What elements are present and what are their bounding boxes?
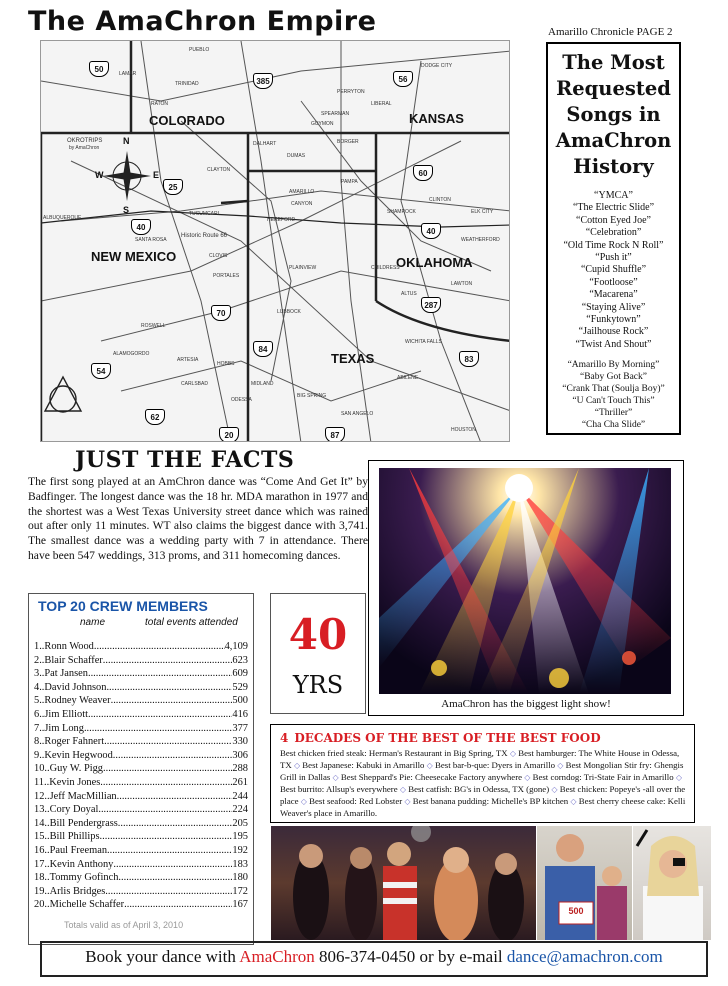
member-name: 3..Pat Jansen: [34, 668, 88, 680]
state-new-mexico: NEW MEXICO: [91, 249, 177, 264]
city-label: CARLSBAD: [181, 381, 208, 387]
city-label: GUYMON: [311, 121, 334, 127]
food-item: Best burrito: Allsup's everywhere: [280, 783, 398, 794]
city-label: CLAYTON: [207, 167, 231, 173]
member-name: 2..Blair Schaffer: [34, 654, 103, 666]
compass-rose-icon: [103, 151, 151, 201]
songs-list: [548, 190, 679, 351]
member-name: 8..Roger Fahnert: [34, 736, 105, 748]
top20-footnote: Totals valid as of April 3, 2010: [64, 920, 184, 930]
city-label: WICHITA FALLS: [405, 339, 442, 345]
member-name: 18..Tommy Gofinch: [34, 872, 119, 884]
page-label: Amarillo Chronicle PAGE 2: [548, 26, 673, 38]
page-title: The AmaChron Empire: [28, 6, 377, 37]
member-name: 11..Kevin Jones: [34, 776, 101, 788]
list-item: [34, 817, 248, 831]
city-label: AMARILLO: [289, 189, 315, 195]
city-label: SANTA ROSA: [135, 237, 167, 243]
city-label: ROSWELL: [141, 323, 166, 329]
pirate-photo: [633, 826, 711, 940]
list-item: [34, 722, 248, 736]
footer-brand: AmaChron: [239, 947, 315, 966]
list-item: [34, 858, 248, 872]
food-list: [280, 748, 688, 819]
city-label: PLAINVIEW: [289, 265, 317, 271]
highway-shield: 50: [89, 61, 109, 77]
compass-w: W: [95, 170, 104, 180]
song-item: “Macarena”: [589, 289, 638, 301]
diamond-icon: ◇: [557, 760, 564, 770]
song-item: “Jailhouse Rock”: [578, 326, 649, 338]
city-label: ELK CITY: [471, 209, 494, 215]
highway-shield: 40: [421, 223, 441, 239]
compass-e: E: [153, 170, 160, 180]
light-show-caption: AmaChron has the biggest light show!: [441, 698, 611, 710]
anniversary-number: 40: [288, 610, 348, 659]
member-events: 377: [232, 722, 248, 734]
city-label: SAN ANGELO: [341, 411, 374, 417]
member-name: 10..Guy W. Pigg: [34, 763, 103, 775]
songs-title: The Most Requested Songs in AmaChron History: [555, 51, 672, 178]
song-item: “Crank That (Soulja Boy)”: [562, 384, 665, 395]
diamond-icon: ◇: [404, 796, 411, 806]
light-beams-image: [379, 468, 671, 694]
song-item: “Celebration”: [585, 227, 642, 239]
city-label: DUMAS: [287, 153, 306, 159]
city-label: PERRYTON: [337, 89, 365, 95]
facts-text: The first song played at an AmChron dance was “Come And Get It” by Badfinger. The longest dance was the 18 hr. MDA marathon in 1977 and the shortest was a West Texas University street dance which was rained out after only 11 minutes. WT also claims the biggest dance with 3,741. The smallest dance was a wedding party with 7 in attendance. There have been 547 weddings, 313 proms, and 311 homecoming dances.: [28, 475, 368, 562]
song-item: “Staying Alive”: [581, 301, 646, 313]
member-name: 7..Jim Long: [34, 722, 84, 734]
list-item: [34, 871, 248, 885]
food-item: Best chicken fried steak: Herman's Restaurant in Big Spring, TX: [280, 748, 508, 758]
city-label: CLOVIS: [209, 253, 228, 259]
food-item: Best corndog: Tri-State Fair in Amarillo: [532, 771, 674, 782]
member-events: 500: [232, 695, 248, 707]
song-item: “U Can't Touch This”: [572, 396, 655, 407]
member-name: 19..Arlis Bridges: [34, 885, 106, 897]
award-photo: [537, 826, 632, 940]
list-item: [34, 654, 248, 668]
diamond-icon: ◇: [551, 784, 558, 794]
member-events: 244: [232, 790, 248, 802]
city-label: CLINTON: [429, 197, 451, 203]
member-name: 1..Ronn Wood: [34, 641, 94, 652]
member-events: 416: [232, 708, 248, 720]
footer-prefix: Book your dance with: [85, 947, 240, 966]
state-oklahoma: OKLAHOMA: [396, 255, 473, 270]
city-label: CHILDRESS: [371, 265, 400, 271]
most-requested-songs: [546, 42, 681, 435]
member-name: 20..Michelle Schaffer: [34, 899, 125, 911]
food-item: Best bar-b-que: Dyers in Amarillo: [435, 759, 556, 770]
diamond-icon: ◇: [509, 749, 517, 758]
top20-list: [34, 640, 248, 912]
song-item: “Cotton Eyed Joe”: [576, 214, 651, 226]
songs-list-secondary: [548, 359, 679, 431]
diamond-icon: ◇: [399, 784, 406, 794]
member-events: 330: [232, 736, 248, 748]
diamond-icon: ◇: [675, 772, 682, 782]
anniversary-label: YRS: [292, 671, 344, 699]
city-label: HOUSTON: [451, 427, 476, 433]
member-name: 9..Kevin Hegwood: [34, 749, 113, 761]
highway-shield: 56: [393, 71, 413, 87]
member-events: 224: [232, 804, 248, 816]
list-item: [34, 667, 248, 681]
member-events: 172: [232, 885, 248, 897]
member-events: 609: [232, 668, 248, 680]
member-name: 13..Cory Doyal: [34, 804, 99, 816]
city-label: ALAMOGORDO: [113, 351, 150, 357]
highway-shield: 40: [131, 219, 151, 235]
highway-shield: 287: [421, 297, 441, 313]
top20-title: TOP 20 CREW MEMBERS: [38, 598, 208, 614]
city-label: PAMPA: [341, 179, 358, 185]
city-label: ALTUS: [401, 291, 417, 297]
city-label: HEREFORD: [267, 217, 296, 223]
award-sign: 500: [568, 906, 584, 916]
city-label: LUBBOCK: [277, 309, 301, 315]
compass-s: S: [123, 205, 130, 215]
member-events: 261: [232, 776, 248, 788]
region-map: [40, 40, 510, 442]
list-item: [34, 803, 248, 817]
list-item: [34, 898, 248, 912]
city-label: ABILENE: [397, 375, 419, 381]
pirate-image: [633, 826, 711, 940]
state-kansas: KANSAS: [409, 111, 464, 126]
diamond-icon: ◇: [332, 772, 339, 782]
diamond-icon: ◇: [300, 796, 307, 806]
route66-label: Historic Route 66: [181, 233, 228, 239]
member-events: 195: [232, 831, 248, 843]
award-image: [537, 826, 632, 940]
member-name: 5..Rodney Weaver: [34, 695, 111, 707]
list-item: [34, 708, 248, 722]
member-name: 12..Jeff MacMillian: [34, 790, 117, 802]
city-label: DODGE CITY: [421, 63, 453, 69]
city-label: HOBBS: [217, 361, 235, 367]
highway-shield: 54: [91, 363, 111, 379]
member-name: 15..Bill Phillips: [34, 831, 100, 843]
diamond-icon: ◇: [524, 772, 531, 782]
member-events: 205: [232, 817, 248, 829]
song-item: “Baby Got Back”: [579, 372, 647, 383]
highway-shield: 385: [253, 73, 273, 89]
member-name: 14..Bill Pendergrass: [34, 817, 118, 829]
compass-n: N: [123, 136, 130, 146]
food-item: Best Sheppard's Pie: Cheesecake Factory anywhere: [340, 771, 523, 782]
song-item: “Twist And Shout”: [575, 338, 652, 350]
compass-title: OKROTRIPS: [67, 138, 103, 144]
member-events: 529: [232, 681, 248, 693]
city-label: ALBUQUERQUE: [43, 215, 82, 221]
highway-shield: 70: [211, 305, 231, 321]
booking-footer: [40, 947, 708, 967]
song-item: “Footloose”: [589, 276, 638, 288]
list-item: [34, 844, 248, 858]
song-item: “YMCA”: [594, 190, 633, 201]
footer-email-link[interactable]: dance@amachron.com: [506, 947, 663, 966]
food-item: Best hamburger: The White House in Odessa, TX: [280, 748, 680, 770]
city-label: SPEARMAN: [321, 111, 350, 117]
footer-phone: 806-374-0450 or by e-mail: [314, 947, 507, 966]
city-label: LIBERAL: [371, 101, 392, 107]
list-item: [34, 694, 248, 708]
city-label: RATON: [151, 101, 169, 107]
member-name: 6..Jim Elliott: [34, 708, 88, 720]
food-title-text: DECADES OF THE BEST OF THE BEST FOOD: [294, 731, 601, 745]
city-label: TUCUMCARI: [189, 211, 219, 217]
map-roads: [41, 41, 510, 442]
member-name: 4..David Johnson: [34, 681, 107, 693]
song-item: “The Electric Slide”: [572, 202, 655, 214]
highway-shield: 84: [253, 341, 273, 357]
facts-heading: JUST THE FACTS: [75, 447, 295, 473]
food-item: Best Mongolian Stir fry: Ghengis Grill in Dallas: [280, 759, 684, 782]
city-label: LAWTON: [451, 281, 473, 287]
highway-shield: 60: [413, 165, 433, 181]
member-events: 180: [232, 872, 248, 884]
city-label: WEATHERFORD: [461, 237, 500, 243]
photo-strip: [271, 826, 711, 940]
food-item: Best seafood: Red Lobster: [309, 795, 403, 806]
top20-events-header: total events attended: [145, 617, 238, 628]
dance-crowd-photo: [271, 826, 536, 940]
member-events: 192: [232, 844, 248, 856]
member-events: 306: [232, 749, 248, 761]
anniversary-box: [270, 593, 366, 714]
food-title-number: 4: [280, 731, 289, 745]
diamond-icon: ◇: [426, 760, 433, 770]
food-item: Best Japanese: Kabuki in Amarillo: [302, 759, 425, 770]
highway-shield: 87: [325, 427, 345, 442]
city-label: ARTESIA: [177, 357, 199, 363]
member-events: 4,109: [224, 641, 248, 652]
song-item: “Cha Cha Slide”: [581, 420, 646, 431]
highway-shield: 25: [163, 179, 183, 195]
city-label: PUEBLO: [189, 47, 210, 53]
list-item: [34, 749, 248, 763]
city-label: PORTALES: [213, 273, 240, 279]
city-label: SHAMROCK: [387, 209, 416, 215]
dance-crowd-image: [271, 826, 536, 940]
list-item: [34, 735, 248, 749]
song-item: “Funkytown”: [586, 314, 641, 326]
food-item: Best catfish: BG's in Odessa, TX (gone): [408, 783, 550, 794]
song-item: “Thriller”: [594, 408, 633, 419]
member-events: 167: [232, 899, 248, 911]
list-item: [34, 790, 248, 804]
city-label: MIDLAND: [251, 381, 274, 387]
city-label: ODESSA: [231, 397, 252, 403]
city-label: BIG SPRING: [297, 393, 327, 399]
city-label: BORGER: [337, 139, 359, 145]
list-item: [34, 830, 248, 844]
food-item: Best chicken: Popeye's -all over the place: [280, 783, 686, 806]
member-name: 17..Kevin Anthony: [34, 858, 114, 870]
state-texas: TEXAS: [331, 351, 375, 366]
highway-shield: 62: [145, 409, 165, 425]
city-label: TRINIDAD: [175, 81, 199, 87]
list-item: [34, 885, 248, 899]
song-item: “Amarillo By Morning”: [567, 360, 660, 371]
member-events: 183: [232, 858, 248, 870]
diamond-icon: ◇: [570, 796, 577, 806]
member-events: 623: [232, 654, 248, 666]
song-item: “Cupid Shuffle”: [580, 264, 647, 276]
diamond-icon: ◇: [293, 760, 301, 770]
highway-shield: 20: [219, 427, 239, 442]
list-item: [34, 776, 248, 790]
list-item: [34, 681, 248, 695]
triangle-logo-icon: [45, 377, 81, 412]
light-show-photo: [379, 468, 671, 694]
member-name: 16..Paul Freeman: [34, 844, 108, 856]
city-label: LAMAR: [119, 71, 137, 77]
list-item: [34, 640, 248, 654]
state-colorado: COLORADO: [149, 113, 225, 128]
member-events: 288: [232, 763, 248, 775]
food-item: Best banana pudding: Michelle's BP kitchen: [412, 795, 569, 806]
list-item: [34, 762, 248, 776]
food-item: Best cherry cheese cake: Kelli Weaver's place in Amarillo.: [280, 795, 686, 818]
city-label: DALHART: [253, 141, 277, 147]
highway-shield: 83: [459, 351, 479, 367]
song-item: “Old Time Rock N Roll”: [563, 239, 664, 251]
song-item: “Push it”: [595, 252, 632, 264]
food-title: [280, 731, 601, 745]
city-label: CANYON: [291, 201, 313, 207]
compass-subtitle: by AmaChron: [69, 145, 100, 151]
top20-name-header: name: [80, 617, 106, 628]
